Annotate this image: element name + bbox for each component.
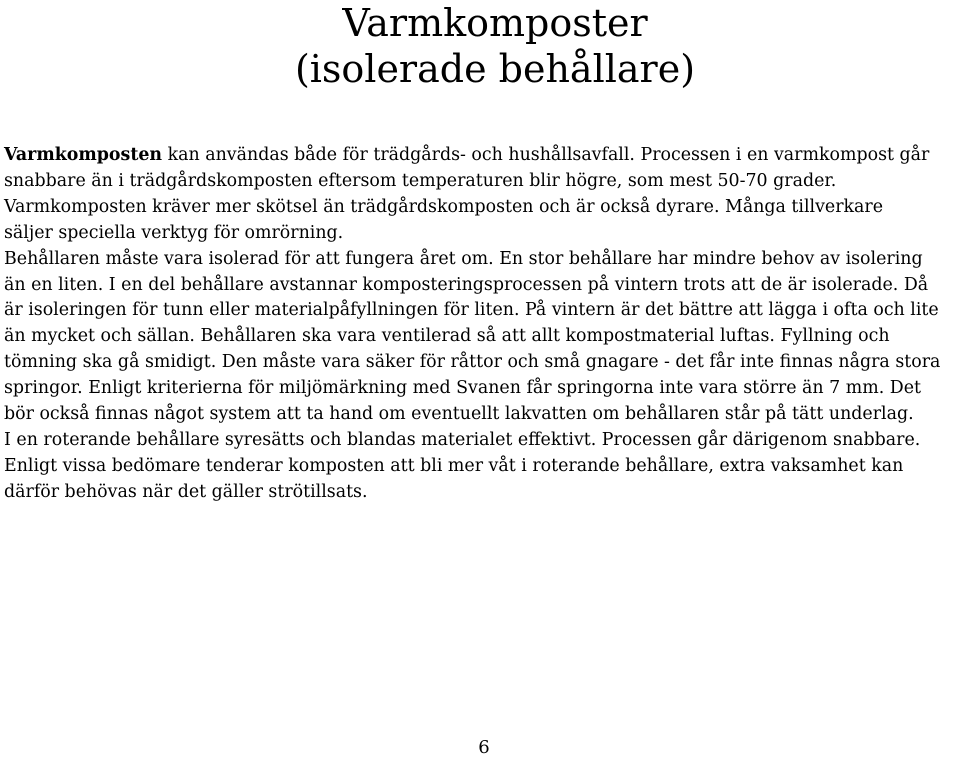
page-title [0,0,960,92]
title-line-2: (isolerade behållare) [294,47,696,91]
text-line: än mycket och sällan. Behållaren ska vara ventilerad så att allt kompostmaterial luftas. Fyllning och [4,326,890,347]
text-line: Enligt vissa bedömare tenderar komposten att bli mer våt i roterande behållare, extra vaksamhet kan [4,455,904,476]
text-line: Behållaren måste vara isolerad för att fungera året om. En stor behållare har mindre behov av isolering [4,248,923,269]
text-line: bör också finnas något system att ta hand om eventuellt lakvatten om behållaren står på tätt underlag. [4,404,914,425]
text-line: därför behövas när det gäller strötillsats. [4,481,368,502]
text-line: I en roterande behållare syresätts och blandas materialet effektivt. Processen går därigenom snabbare. [4,429,921,450]
text-line: tömning ska gå smidigt. Den måste vara säker för råttor och små gnagare - det får inte finnas några stora [4,352,941,373]
page-number: 6 [478,737,490,758]
text-line: springor. Enligt kriterierna för miljömärkning med Svanen får springorna inte vara större än 7 mm. Det [4,378,921,399]
text-line: säljer speciella verktyg för omrörning. [4,222,344,243]
bold-term: Varmkomposten [4,145,163,165]
body-text [4,143,954,506]
text-line [4,143,954,169]
title-line-1: Varmkomposter [342,1,648,45]
text-line: är isoleringen för tunn eller materialpåfyllningen för liten. På vintern är det bättre att lägga i ofta och lite [4,300,939,321]
text-line: än en liten. I en del behållare avstannar komposteringsprocessen på vintern trots att de är isolerade. Då [4,274,929,295]
text-line: snabbare än i trädgårdskomposten eftersom temperaturen blir högre, som mest 50-70 grader. [4,170,837,191]
line-text: kan användas både för trädgårds- och hushållsavfall. Processen i en varmkompost går [162,145,930,165]
text-line: Varmkomposten kräver mer skötsel än trädgårdskomposten och är också dyrare. Många tillverkare [4,196,884,217]
